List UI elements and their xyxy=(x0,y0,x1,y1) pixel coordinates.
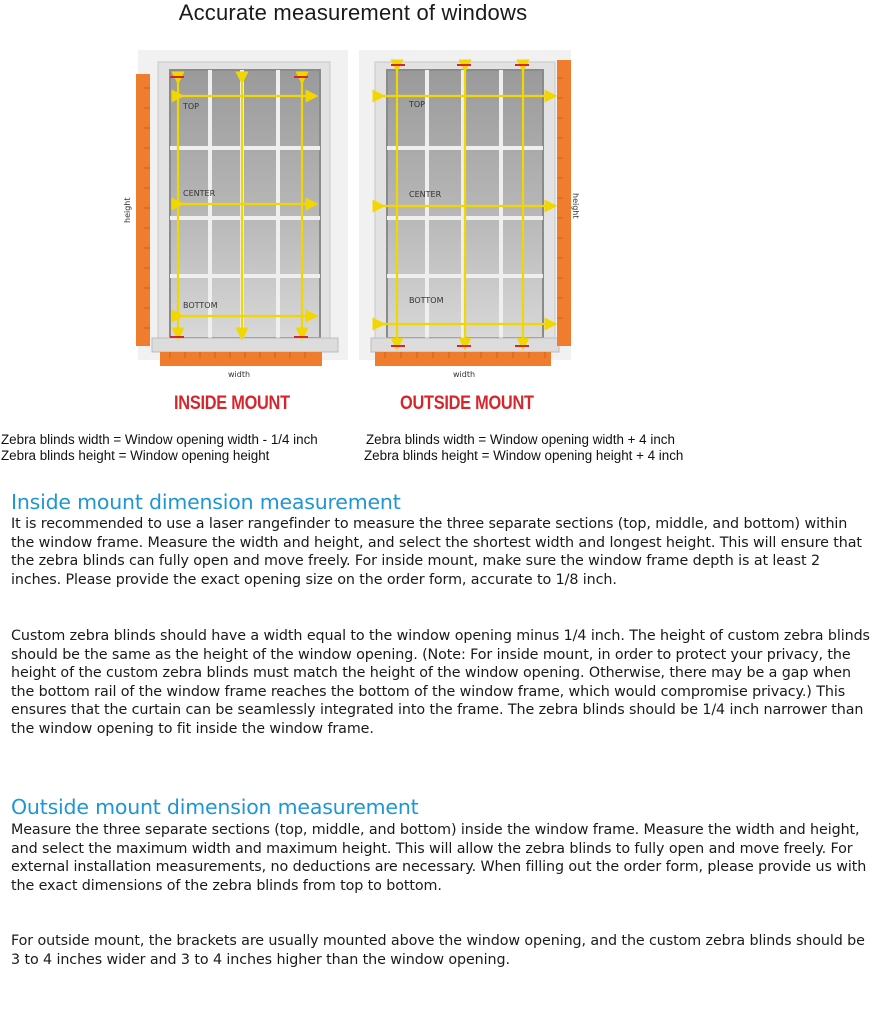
outside-bottom-label: BOTTOM xyxy=(409,296,444,305)
inside-top-label: TOP xyxy=(183,102,200,111)
outside-section-heading: Outside mount dimension measurement xyxy=(11,795,419,819)
outside-height-label: height xyxy=(571,193,580,219)
outside-width-formula: Zebra blinds width = Window opening width + 4 inch xyxy=(366,432,675,447)
inside-center-label: CENTER xyxy=(183,189,216,198)
outside-center-label: CENTER xyxy=(409,190,442,199)
inside-section-heading: Inside mount dimension measurement xyxy=(11,490,401,514)
outside-width-label: width xyxy=(453,370,476,379)
inside-bottom-label: BOTTOM xyxy=(183,301,218,310)
page-title: Accurate measurement of windows xyxy=(178,0,528,25)
inside-width-label: width xyxy=(228,370,251,379)
inside-height-label: height xyxy=(123,197,132,223)
outside-mount-label: OUTSIDE MOUNT xyxy=(400,393,534,414)
outside-top-label: TOP xyxy=(409,100,426,109)
inside-section-paragraph-2: Custom zebra blinds should have a width equal to the window opening minus 1/4 inch. The height of custom zebra blinds should be the same as the height of the window opening. (Note: For inside mount, in order to protect your privacy, the height of the custom zebra blinds must match the height of the window opening. Otherwise, there may be a gap when the bottom rail of the window frame reaches the bottom of the window frame, which would compromise privacy.) This ensures that the curtain can be seamlessly integrated into the frame. The zebra blinds should be 1/4 inch narrower than the window opening to fit inside the window frame. xyxy=(11,628,870,737)
inside-width-formula: Zebra blinds width = Window opening width - 1/4 inch xyxy=(1,432,318,447)
inside-section-paragraph-1: It is recommended to use a laser rangefinder to measure the three separate sections (top, middle, and bottom) within the window frame. Measure the width and height, and select the shortest width and longest height. This will ensure that the zebra blinds can fully open and move freely. For inside mount, make sure the window frame depth is at least 2 inches. Please provide the exact opening size on the order form, accurate to 1/8 inch. xyxy=(11,516,862,588)
outside-height-formula: Zebra blinds height = Window opening height + 4 inch xyxy=(364,448,684,463)
outside-mount-illustration xyxy=(355,48,580,388)
inside-mount-label: INSIDE MOUNT xyxy=(174,393,290,414)
inside-mount-illustration xyxy=(123,48,350,388)
inside-height-formula: Zebra blinds height = Window opening height xyxy=(1,448,270,463)
outside-section-paragraph-2: For outside mount, the brackets are usually mounted above the window opening, and the custom zebra blinds should be 3 to 4 inches wider and 3 to 4 inches higher than the window opening. xyxy=(11,933,865,968)
outside-section-paragraph-1: Measure the three separate sections (top, middle, and bottom) inside the window frame. Measure the width and height, and select the maximum width and maximum height. This will allow the zebra blinds to fully open and move freely. For external installation measurements, no deductions are necessary. When filling out the order form, please provide us with the exact dimensions of the zebra blinds from top to bottom. xyxy=(11,822,867,894)
